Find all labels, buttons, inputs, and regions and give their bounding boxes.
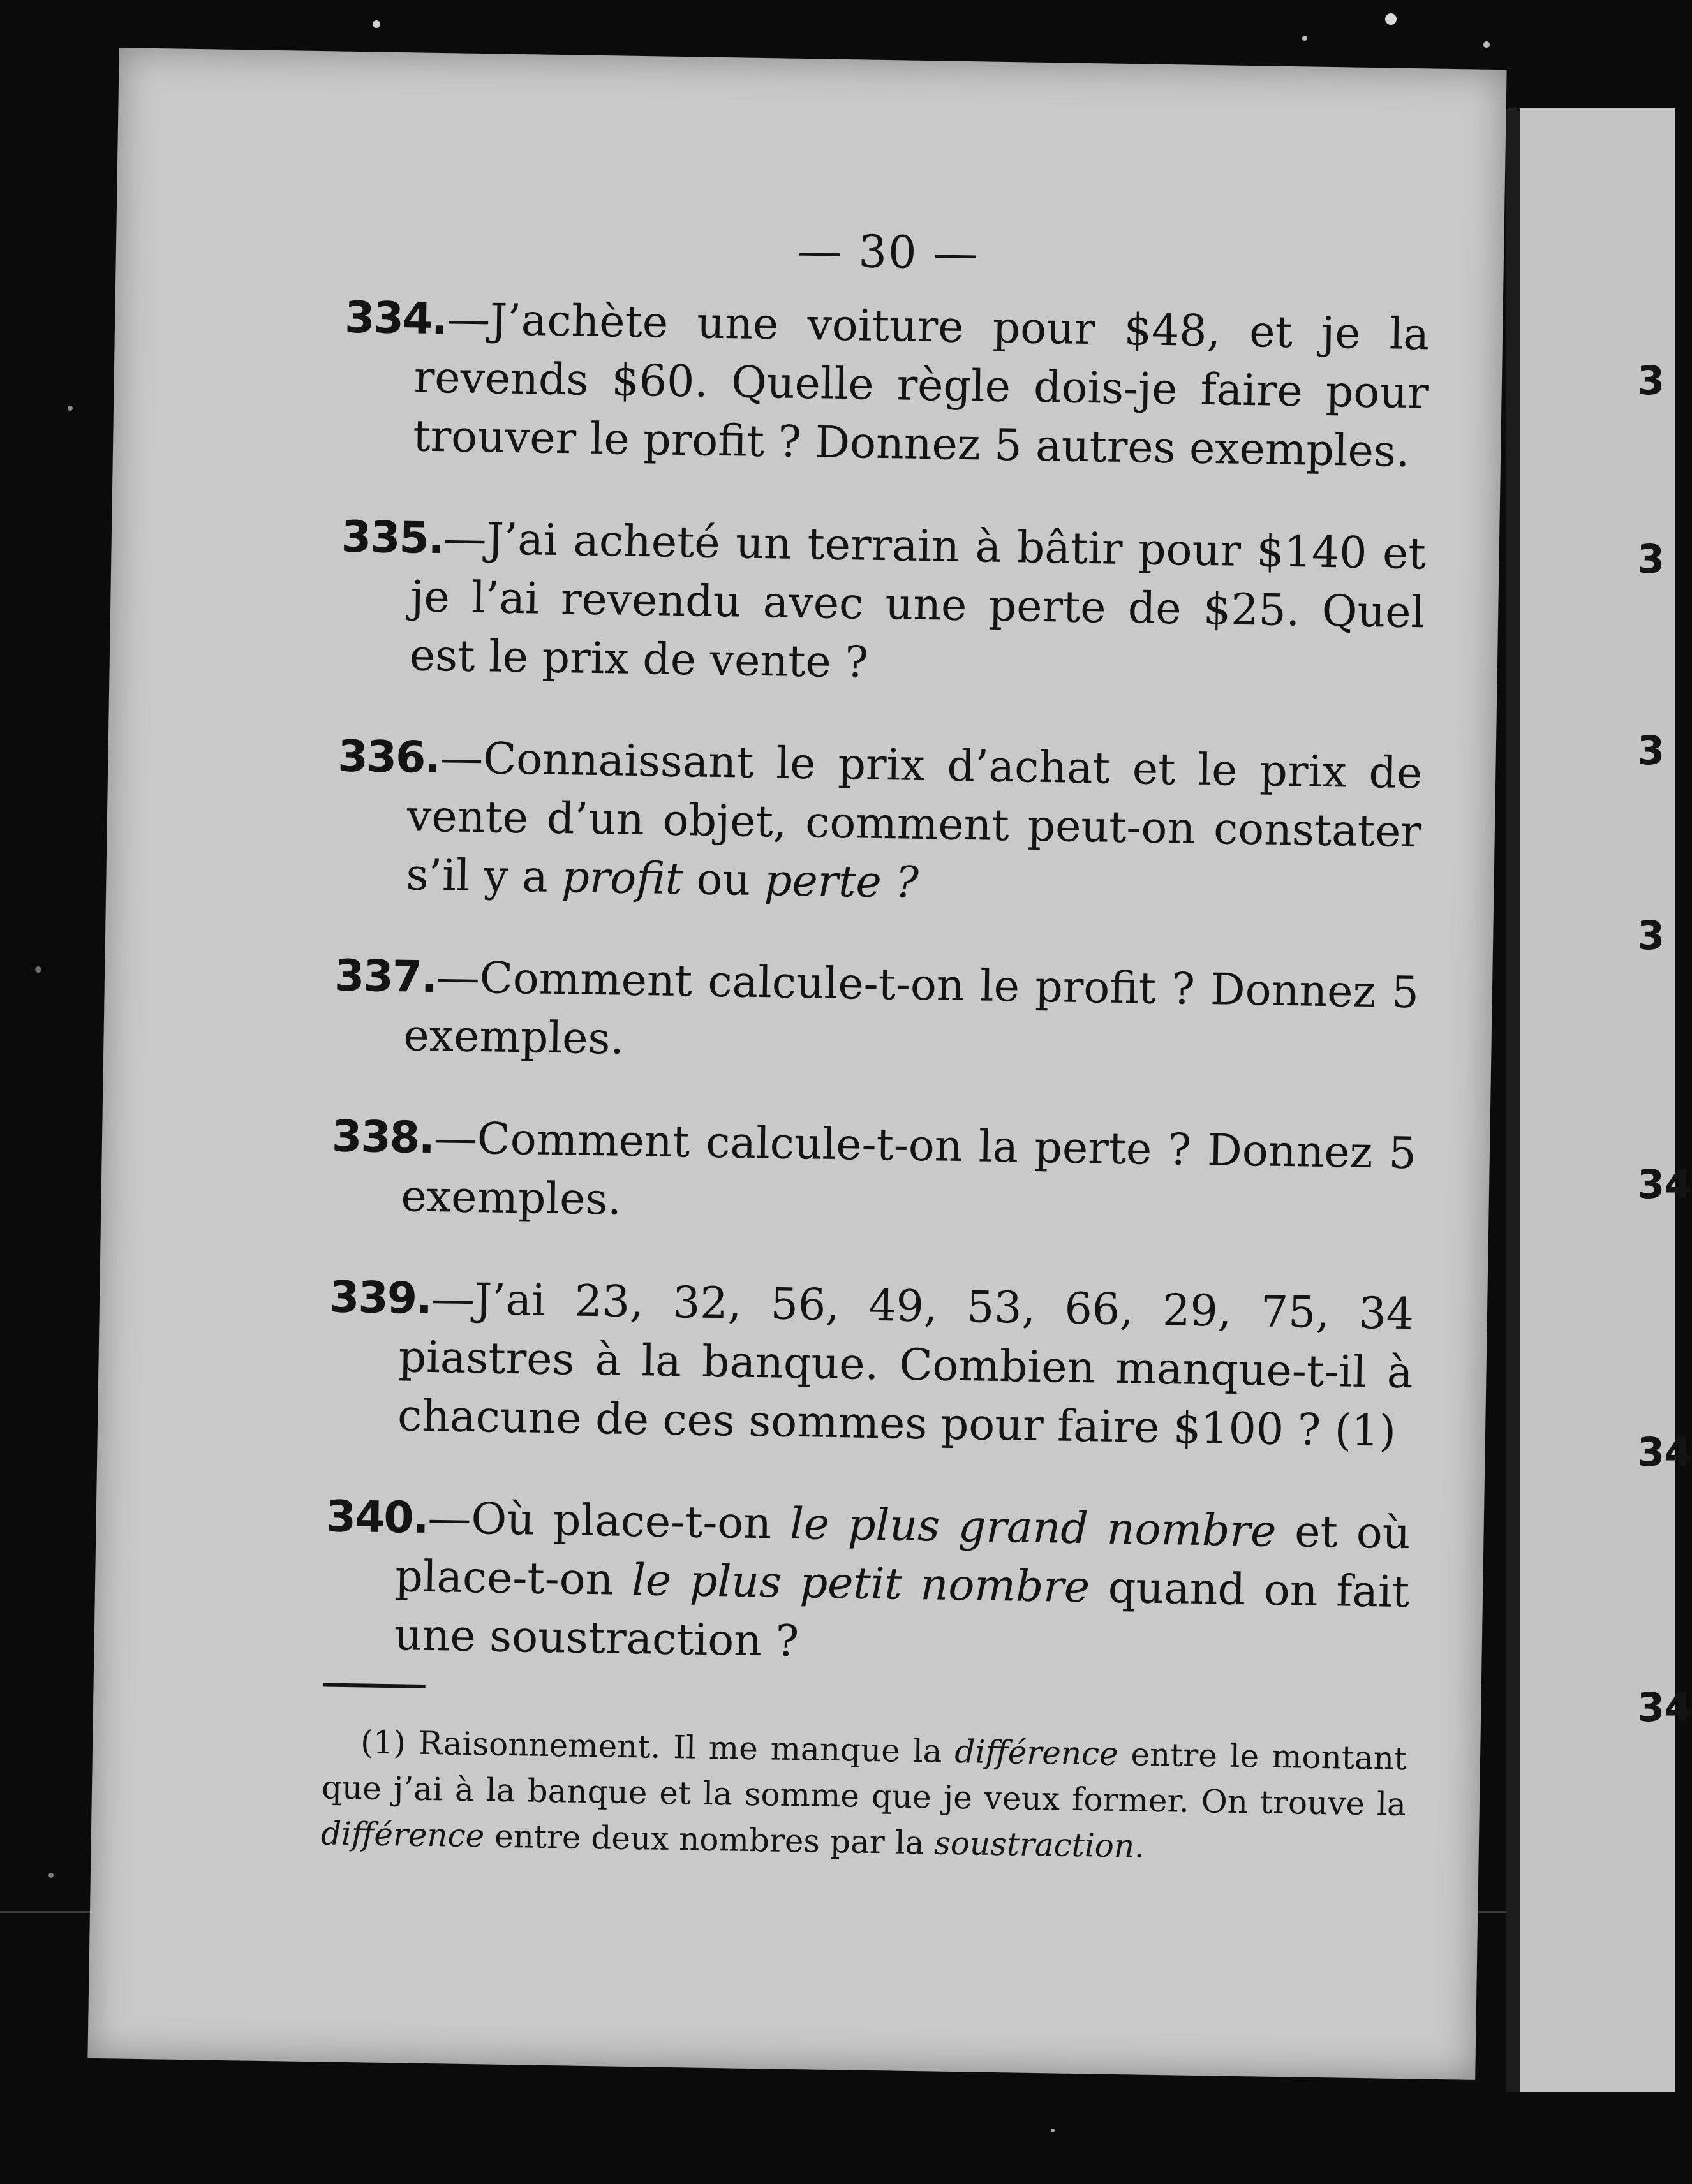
question-number: 340. [325,1491,429,1544]
footnote-text: entre le montant que j’ai à la banque et la somme que je veux former. On trouve la [321,1736,1407,1824]
question-text: —Comment calcule-t-on la perte ? Donnez 5 exemples. [401,1113,1417,1225]
question-number: 339. [329,1272,432,1325]
question-338 [330,1108,1417,1243]
question-337 [333,947,1420,1082]
footnote-text: entre deux nombres par la [484,1817,935,1862]
adjacent-page-edge [1506,108,1692,2092]
adjacent-page-number: 34 [1637,1429,1692,1475]
question-text: —J’achète une voiture pour $48, et je la revends $60. Quelle règle dois-je faire pour trouver le profit ? Donnez 5 autres exemples. [412,294,1430,477]
adjacent-page-number: 3 [1637,357,1665,404]
adjacent-page-number: 34 [1637,1684,1692,1730]
question-336 [336,728,1423,921]
question-text: et où place-t-on [394,1506,1411,1606]
adjacent-page-number: 3 [1637,536,1665,582]
question-number: 338. [331,1111,434,1164]
question-335 [339,508,1426,702]
book-page [87,48,1506,2080]
question-340 [323,1487,1411,1681]
italic-term: le plus petit nombre [631,1555,1090,1613]
italic-term: perte ? [764,855,919,908]
footnote-italic: différence [954,1733,1119,1773]
question-text: —J’ai 23, 32, 56, 49, 53, 66, 29, 75, 34 piastres à la banque. Combien manque-t-il à chacune de ces sommes pour faire $100 ? (1) [397,1274,1414,1457]
footnote [320,1718,1407,1873]
footnote-text: . [1134,1827,1145,1865]
question-text: ou [682,854,765,906]
question-334 [343,289,1430,482]
page-number: — 30 — [796,224,980,280]
footnote-italic: soustraction [933,1824,1135,1865]
question-text: —J’ai acheté un terrain à bâtir pour $140 et je l’ai revendu avec une perte de $25. Quel est le prix de vente ? [409,513,1427,688]
adjacent-page-number: 34 [1637,1161,1692,1207]
adjacent-page-number: 3 [1637,912,1665,959]
question-number: 335. [341,512,444,564]
question-number: 334. [344,292,447,345]
italic-term: profit [561,852,683,905]
question-text: —Comment calcule-t-on le profit ? Donnez 5 exemples. [403,952,1420,1065]
footnote-text: (1) Raisonnement. Il me manque la [360,1723,955,1771]
question-text: —Connaissant le prix d’achat et le prix de vente d’un objet, comment peut-on constater s’il y a [405,733,1423,903]
question-number: 336. [337,731,440,784]
question-339 [327,1269,1414,1462]
footnote-italic: différence [320,1815,485,1855]
question-text: quand on fait une soustraction ? [394,1562,1410,1667]
adjacent-page-number: 3 [1637,727,1665,774]
question-number: 337. [334,950,437,1003]
question-text: —Où place-t-on [427,1493,790,1549]
italic-term: le plus grand nombre [789,1498,1277,1557]
page-content [320,218,1431,1905]
footnote-divider [323,1683,426,1688]
